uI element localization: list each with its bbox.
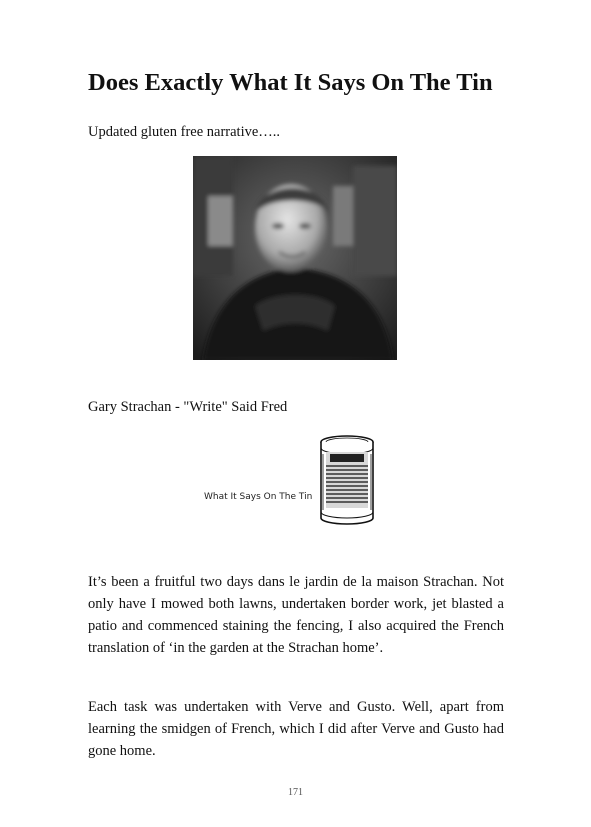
photo-caption: Gary Strachan - "Write" Said Fred xyxy=(88,399,288,415)
body-paragraph-1: It’s been a fruitful two days dans le jardin de la maison Strachan. Not only have I mowed both lawns, undertaken border work, jet blasted a patio and commenced staining the fencing, I also acquired the French translation of ‘in the garden at the Strachan home’. xyxy=(88,574,504,656)
tin-label: What It Says On The Tin xyxy=(204,492,313,502)
intro-text: Updated gluten free narrative….. xyxy=(88,124,281,140)
tin-can-icon xyxy=(318,434,376,526)
page-number: 171 xyxy=(288,787,303,798)
page-title: Does Exactly What It Says On The Tin xyxy=(88,69,493,96)
body-paragraph-2: Each task was undertaken with Verve and Gusto. Well, apart from learning the smidgen of French, which I did after Verve and Gusto had gone home. xyxy=(88,699,504,759)
author-photo xyxy=(193,156,397,360)
